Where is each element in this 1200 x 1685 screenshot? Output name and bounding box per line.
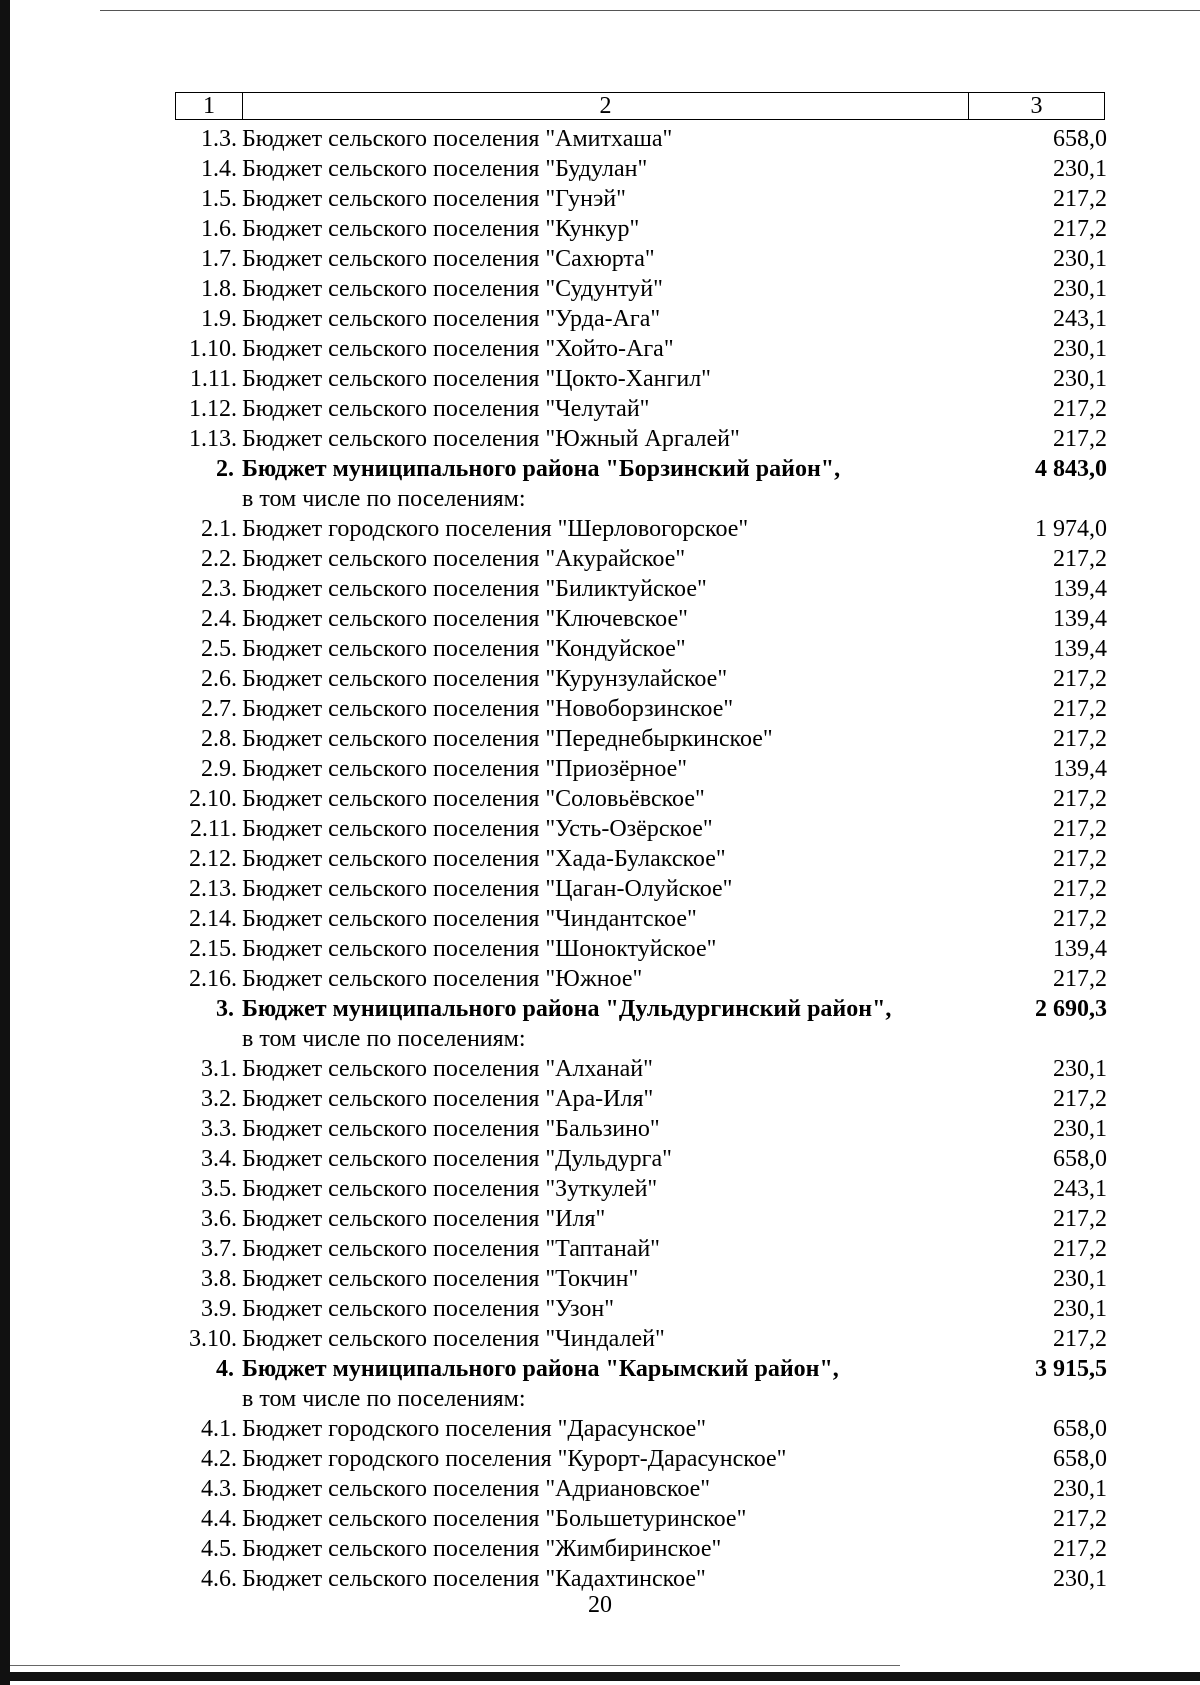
table-row: [175, 904, 1107, 934]
table-row: [175, 244, 1107, 274]
row-number: 2.14.: [189, 906, 237, 932]
row-number: 2.7.: [201, 696, 237, 722]
row-name: Бюджет сельского поселения "Усть-Озёрское": [242, 816, 713, 842]
row-value: 230,1: [1053, 366, 1107, 392]
row-name: Бюджет сельского поселения "Приозёрное": [242, 756, 688, 782]
row-value: 1 974,0: [1035, 516, 1107, 542]
row-name: Бюджет сельского поселения "Кункур": [242, 216, 640, 242]
table-row: [175, 1204, 1107, 1234]
row-name: Бюджет сельского поселения "Сахюрта": [242, 246, 655, 272]
table-row: [175, 1054, 1107, 1084]
table-row: [175, 1174, 1107, 1204]
table-row: [175, 574, 1107, 604]
row-value: 217,2: [1053, 1086, 1107, 1112]
row-value: 230,1: [1053, 1056, 1107, 1082]
row-name: Бюджет сельского поселения "Цокто-Хангил": [242, 366, 711, 392]
table-row: [175, 844, 1107, 874]
row-value: 217,2: [1053, 696, 1107, 722]
row-name: Бюджет сельского поселения "Большетуринское": [242, 1506, 747, 1532]
table-row: [175, 274, 1107, 304]
table-row: [175, 124, 1107, 154]
table-row: [175, 754, 1107, 784]
scan-edge-bottom: [0, 1672, 1200, 1681]
row-value: 139,4: [1053, 606, 1107, 632]
row-name: Бюджет сельского поселения "Бальзино": [242, 1116, 660, 1142]
row-name: Бюджет сельского поселения "Акурайское": [242, 546, 686, 572]
scan-edge-top: [100, 10, 1200, 11]
budget-table-body: [175, 124, 1107, 1594]
table-row: [175, 1084, 1107, 1114]
row-value: 658,0: [1053, 126, 1107, 152]
scan-edge-bottom-line: [10, 1665, 900, 1666]
row-name: Бюджет сельского поселения "Жимбиринское": [242, 1536, 722, 1562]
row-value: 217,2: [1053, 1236, 1107, 1262]
table-row: [175, 874, 1107, 904]
row-name: Бюджет сельского поселения "Кондуйское": [242, 636, 686, 662]
row-number: 3.9.: [201, 1296, 237, 1322]
row-value: 243,1: [1053, 1176, 1107, 1202]
row-value: 217,2: [1053, 846, 1107, 872]
row-value: 230,1: [1053, 1296, 1107, 1322]
row-value: 217,2: [1053, 876, 1107, 902]
row-number: 2.8.: [201, 726, 237, 752]
row-number: 1.12.: [189, 396, 237, 422]
row-number: 2.9.: [201, 756, 237, 782]
row-number: 2.15.: [189, 936, 237, 962]
row-number: 3.10.: [189, 1326, 237, 1352]
table-row: [175, 1504, 1107, 1534]
row-name: Бюджет сельского поселения "Зуткулей": [242, 1176, 658, 1202]
row-name: Бюджет сельского поселения "Ара-Иля": [242, 1086, 654, 1112]
row-number: 1.10.: [189, 336, 237, 362]
row-number: 3.7.: [201, 1236, 237, 1262]
row-number: 4.1.: [201, 1416, 237, 1442]
row-value: 217,2: [1053, 666, 1107, 692]
row-name: Бюджет сельского поселения "Хойто-Ага": [242, 336, 674, 362]
row-name: в том числе по поселениям:: [242, 1386, 526, 1412]
row-number: 2.10.: [189, 786, 237, 812]
header-col-3: 3: [1030, 93, 1043, 119]
row-name: Бюджет сельского поселения "Таптанай": [242, 1236, 660, 1262]
row-name: Бюджет сельского поселения "Гунэй": [242, 186, 626, 212]
row-number: 1.6.: [201, 216, 237, 242]
subheading-row: [175, 484, 1107, 514]
row-name: Бюджет сельского поселения "Биликтуйское": [242, 576, 707, 602]
row-number: 1.11.: [189, 366, 237, 392]
row-number: 2.13.: [189, 876, 237, 902]
table-row: [175, 724, 1107, 754]
row-number: 1.3.: [201, 126, 237, 152]
row-number: 3.5.: [201, 1176, 237, 1202]
row-value: 230,1: [1053, 156, 1107, 182]
row-value: 217,2: [1053, 816, 1107, 842]
row-name: Бюджет сельского поселения "Судунтуй": [242, 276, 663, 302]
row-number: 1.8.: [201, 276, 237, 302]
table-row: [175, 934, 1107, 964]
row-number: 1.4.: [201, 156, 237, 182]
row-value: 217,2: [1053, 726, 1107, 752]
row-number: 4.6.: [201, 1566, 237, 1592]
table-row: [175, 634, 1107, 664]
header-col-1: 1: [176, 93, 243, 119]
row-value: 217,2: [1053, 1536, 1107, 1562]
row-name: Бюджет сельского поселения "Соловьёвское": [242, 786, 705, 812]
header-col-2: 2: [243, 93, 969, 119]
row-value: 139,4: [1053, 756, 1107, 782]
row-value: 217,2: [1053, 966, 1107, 992]
page-number: 20: [588, 1592, 612, 1618]
district-total-row: [175, 454, 1107, 484]
row-name: Бюджет городского поселения "Дарасунское": [242, 1416, 707, 1442]
table-row: [175, 1294, 1107, 1324]
row-value: 217,2: [1053, 1506, 1107, 1532]
row-value: 230,1: [1053, 336, 1107, 362]
row-value: 217,2: [1053, 906, 1107, 932]
row-number: 4.3.: [201, 1476, 237, 1502]
row-number: 2.: [216, 456, 234, 482]
row-number: 3.2.: [201, 1086, 237, 1112]
row-value: 3 915,5: [1035, 1356, 1107, 1382]
row-name: Бюджет сельского поселения "Токчин": [242, 1266, 639, 1292]
row-name: Бюджет сельского поселения "Южный Аргалей": [242, 426, 740, 452]
table-row: [175, 1234, 1107, 1264]
subheading-row: [175, 1024, 1107, 1054]
row-name: Бюджет сельского поселения "Иля": [242, 1206, 606, 1232]
row-number: 1.5.: [201, 186, 237, 212]
row-number: 2.6.: [201, 666, 237, 692]
table-row: [175, 1264, 1107, 1294]
row-number: 2.5.: [201, 636, 237, 662]
row-name: Бюджет сельского поселения "Будулан": [242, 156, 648, 182]
subheading-row: [175, 1384, 1107, 1414]
row-name: Бюджет сельского поселения "Амитхаша": [242, 126, 673, 152]
row-value: 230,1: [1053, 1476, 1107, 1502]
table-row: [175, 1414, 1107, 1444]
row-number: 4.5.: [201, 1536, 237, 1562]
row-value: 658,0: [1053, 1446, 1107, 1472]
row-name: Бюджет сельского поселения "Челутай": [242, 396, 650, 422]
row-number: 3.: [216, 996, 234, 1022]
row-value: 230,1: [1053, 246, 1107, 272]
row-number: 2.2.: [201, 546, 237, 572]
table-row: [175, 1144, 1107, 1174]
row-value: 139,4: [1053, 636, 1107, 662]
table-row: [175, 1114, 1107, 1144]
row-number: 3.6.: [201, 1206, 237, 1232]
row-value: 230,1: [1053, 1266, 1107, 1292]
row-name: Бюджет муниципального района "Дульдургинский район",: [242, 996, 892, 1022]
row-number: 2.16.: [189, 966, 237, 992]
row-name: Бюджет муниципального района "Карымский район",: [242, 1356, 839, 1382]
table-row: [175, 184, 1107, 214]
table-row: [175, 664, 1107, 694]
table-row: [175, 334, 1107, 364]
row-value: 230,1: [1053, 1566, 1107, 1592]
row-name: Бюджет сельского поселения "Ключевское": [242, 606, 688, 632]
row-name: Бюджет сельского поселения "Хада-Булакское": [242, 846, 726, 872]
row-name: Бюджет сельского поселения "Курунзулайское": [242, 666, 728, 692]
table-row: [175, 1564, 1107, 1594]
row-name: Бюджет сельского поселения "Чиндантское": [242, 906, 697, 932]
table-row: [175, 694, 1107, 724]
row-number: 4.: [216, 1356, 234, 1382]
row-value: 658,0: [1053, 1146, 1107, 1172]
row-name: Бюджет сельского поселения "Кадахтинское": [242, 1566, 706, 1592]
table-row: [175, 514, 1107, 544]
scan-edge-left: [0, 0, 10, 1685]
row-name: Бюджет сельского поселения "Шоноктуйское": [242, 936, 717, 962]
table-row: [175, 784, 1107, 814]
row-value: 217,2: [1053, 426, 1107, 452]
table-row: [175, 154, 1107, 184]
row-value: 139,4: [1053, 576, 1107, 602]
row-value: 4 843,0: [1035, 456, 1107, 482]
row-name: Бюджет сельского поселения "Дульдурга": [242, 1146, 672, 1172]
table-row: [175, 604, 1107, 634]
row-number: 4.2.: [201, 1446, 237, 1472]
table-row: [175, 424, 1107, 454]
row-name: Бюджет сельского поселения "Новоборзинское": [242, 696, 734, 722]
row-number: 2.11.: [189, 816, 237, 842]
row-name: Бюджет городского поселения "Шерловогорское": [242, 516, 749, 542]
table-header: [175, 92, 1105, 120]
table-row: [175, 1444, 1107, 1474]
row-value: 230,1: [1053, 1116, 1107, 1142]
row-value: 217,2: [1053, 546, 1107, 572]
row-number: 3.3.: [201, 1116, 237, 1142]
row-value: 139,4: [1053, 936, 1107, 962]
row-number: 2.12.: [189, 846, 237, 872]
row-value: 217,2: [1053, 396, 1107, 422]
row-name: Бюджет сельского поселения "Узон": [242, 1296, 615, 1322]
table-row: [175, 364, 1107, 394]
row-number: 2.1.: [201, 516, 237, 542]
row-number: 4.4.: [201, 1506, 237, 1532]
row-number: 3.8.: [201, 1266, 237, 1292]
row-name: Бюджет сельского поселения "Чиндалей": [242, 1326, 665, 1352]
row-number: 1.7.: [201, 246, 237, 272]
table-row: [175, 304, 1107, 334]
table-row: [175, 1534, 1107, 1564]
row-value: 217,2: [1053, 1326, 1107, 1352]
table-row: [175, 394, 1107, 424]
row-name: Бюджет муниципального района "Борзинский район",: [242, 456, 841, 482]
district-total-row: [175, 994, 1107, 1024]
row-name: Бюджет сельского поселения "Южное": [242, 966, 643, 992]
row-name: Бюджет городского поселения "Курорт-Дарасунское": [242, 1446, 787, 1472]
row-value: 217,2: [1053, 216, 1107, 242]
row-number: 1.13.: [189, 426, 237, 452]
row-value: 217,2: [1053, 786, 1107, 812]
table-row: [175, 1474, 1107, 1504]
row-number: 2.4.: [201, 606, 237, 632]
row-name: Бюджет сельского поселения "Цаган-Олуйское": [242, 876, 733, 902]
row-name: Бюджет сельского поселения "Переднебыркинское": [242, 726, 773, 752]
table-row: [175, 964, 1107, 994]
row-value: 217,2: [1053, 186, 1107, 212]
row-value: 658,0: [1053, 1416, 1107, 1442]
row-name: в том числе по поселениям:: [242, 1026, 526, 1052]
table-row: [175, 1324, 1107, 1354]
table-row: [175, 814, 1107, 844]
row-number: 1.9.: [201, 306, 237, 332]
row-name: Бюджет сельского поселения "Урда-Ага": [242, 306, 661, 332]
table-row: [175, 544, 1107, 574]
row-value: 230,1: [1053, 276, 1107, 302]
row-value: 217,2: [1053, 1206, 1107, 1232]
row-number: 2.3.: [201, 576, 237, 602]
row-number: 3.1.: [201, 1056, 237, 1082]
row-name: Бюджет сельского поселения "Адриановское": [242, 1476, 711, 1502]
row-name: в том числе по поселениям:: [242, 486, 526, 512]
row-number: 3.4.: [201, 1146, 237, 1172]
table-row: [175, 214, 1107, 244]
row-value: 2 690,3: [1035, 996, 1107, 1022]
row-name: Бюджет сельского поселения "Алханай": [242, 1056, 653, 1082]
row-value: 243,1: [1053, 306, 1107, 332]
district-total-row: [175, 1354, 1107, 1384]
